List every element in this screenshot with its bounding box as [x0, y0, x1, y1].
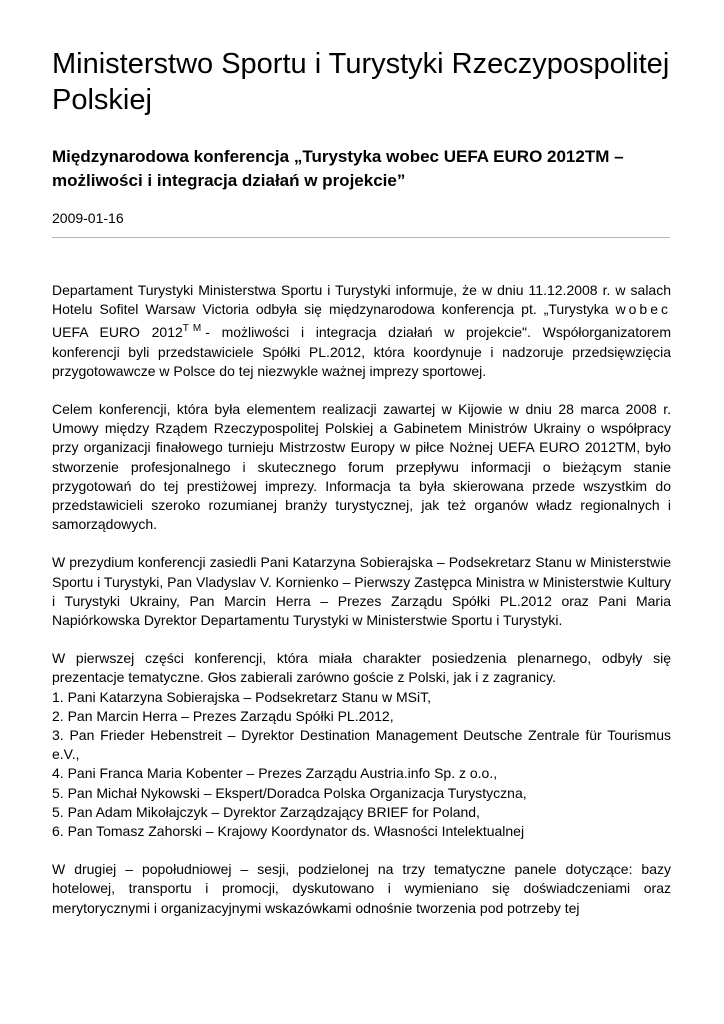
- site-title: Ministerstwo Sportu i Turystyki Rzeczypospolitej Polskiej: [52, 48, 670, 116]
- list-item: 3. Pan Frieder Hebenstreit – Dyrektor Destination Management Deutsche Zentrale für Tourismus e.V.,: [52, 727, 671, 763]
- list-item: 6. Pan Tomasz Zahorski – Krajowy Koordynator ds. Własności Intelektualnej: [52, 823, 525, 840]
- article-body: [52, 281, 671, 918]
- speaker-list: [52, 688, 671, 842]
- publication-date: 2009-01-16: [52, 210, 124, 226]
- paragraph-3: W prezydium konferencji zasiedli Pani Katarzyna Sobierajska – Podsekretarz Stanu w Ministerstwie Sportu i Turystyki, Pan Vladyslav V. Kornienko – Pierwszy Zastępca Ministra w Ministerstwie Kultury i Turystyki Ukrainy, Pan Marcin Herra – Prezes Zarządu Spółki PL.2012 oraz Pani Maria Napiórkowska Dyrektor Departamentu Turystyki w Ministerstwie Sportu i Turystyki.: [52, 554, 671, 629]
- list-item: 5. Pan Michał Nykowski – Ekspert/Doradca Polska Organizacja Turystyczna,: [52, 784, 527, 801]
- article-title: Międzynarodowa konferencja „Turystyka wobec UEFA EURO 2012TM – możliwości i integracja działań w projekcie”: [52, 147, 624, 190]
- paragraph-1: [52, 281, 671, 381]
- paragraph-4: W pierwszej części konferencji, która miała charakter posiedzenia plenarnego, odbyły się prezentacje tematyczne. Głos zabierali zarówno goście z Polski, jak i z zagranicy.: [52, 650, 671, 686]
- list-item: 5. Pan Adam Mikołajczyk – Dyrektor Zarządzający BRIEF for Poland,: [52, 803, 480, 820]
- paragraph-1-wobec: wobec: [615, 301, 671, 318]
- paragraph-5: W drugiej – popołudniowej – sesji, podzielonej na trzy tematyczne panele dotyczące: bazy hotelowej, transportu i promocji, dyskutowano i wymieniano się doświadczeniami oraz merytorycznymi i organizacyjnymi wskazówkami odnośnie tworzenia pod potrzeby tej: [52, 861, 671, 916]
- paragraph-2: Celem konferencji, która była elementem realizacji zawartej w Kijowie w dniu 28 marca 2008 r. Umowy między Rządem Rzeczypospolitej Polskiej a Gabinetem Ministrów Ukrainy o współpracy przy organizacji finałowego turnieju Mistrzostw Europy w piłce Nożnej UEFA EURO 2012TM, było stworzenie profesjonalnego i skutecznego forum przepływu informacji o bieżącym stanie przygotowań do tej prestiżowej imprezy. Informacja ta była skierowana przede wszystkim do przedstawicieli szeroko rozumianej branży turystycznej, jak też organów władz regionalnych i samorządowych.: [52, 401, 671, 533]
- list-item: 4. Pani Franca Maria Kobenter – Prezes Zarządu Austria.info Sp. z o.o.,: [52, 765, 498, 782]
- paragraph-1-text-a: Departament Turystyki Ministerstwa Sportu i Turystyki informuje, że w dniu 11.12.2008 r. w salach Hotelu Sofitel Warsaw Victoria odbyła się międzynarodowa konferencja pt. „Turystyka: [52, 282, 671, 318]
- paragraph-1-text-c: - możliwości i integracja działań w projekcie". Współorganizatorem konferencji byli przedstawiciele Spółki PL.2012, która koordynuje i nadzoruje przedsięwzięcia przygotowawcze w Polsce do tej niezwykle ważnej imprezy sportowej.: [52, 324, 671, 379]
- trademark-superscript: TM: [182, 323, 206, 335]
- list-item: 1. Pani Katarzyna Sobierajska – Podsekretarz Stanu w MSiT,: [52, 688, 431, 705]
- list-item: 2. Pan Marcin Herra – Prezes Zarządu Spółki PL.2012,: [52, 707, 394, 724]
- paragraph-1-text-b: UEFA EURO 2012: [52, 324, 183, 341]
- separator-line: [52, 237, 670, 238]
